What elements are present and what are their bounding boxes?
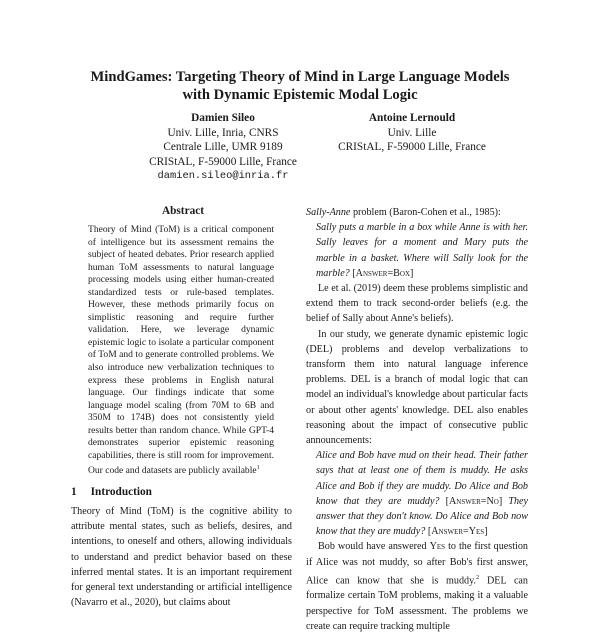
quote-text: Sally puts a marble in a box while Anne is with her. Sally leaves for a moment and Mary puts the marble in a basket. Where will Sally look for the marble?	[316, 222, 528, 279]
author-name: Antoine Lernould	[368, 112, 456, 124]
paragraph: In our study, we generate dynamic epistemic logic (DEL) problems and develop verbalizations to transform them into natural language inference problems. DEL is a branch of modal logic that can model an individual's knowledge about particular facts or about other agents' knowledge. DEL also enables reasoning about the impact of consecutive public announcements:	[306, 328, 528, 447]
footnote-marker[interactable]: 1	[256, 465, 260, 472]
author-affiliation: Univ. Lille, Inria, CNRS	[167, 126, 279, 139]
paragraph: Le et al. (2019) deem these problems simplistic and extend them to track second-order beliefs (e.g. the belief of Sally about Anne's beliefs).	[306, 283, 528, 325]
abstract-heading: Abstract	[161, 205, 205, 217]
section-heading-introduction	[71, 486, 291, 498]
section-title: Introduction	[90, 486, 152, 498]
abstract-body: Theory of Mind (ToM) is a critical component of intelligence but its assessment remains the subject of heated debates. Prior research applied human ToM assessments to natural language processing models using either human-created standardized tests or rule-based templates. However, these methods primarily focus on simplistic reasoning and require further validation. Here, we leverage dynamic epistemic logic to isolate a particular component of ToM and to generate controlled problems. We also introduce new verbalization techniques to express these problems in English natural language. Our findings indicate that some language model scaling (from 70M to 6B and 350M to 174B) does not consistently yield results better than random chance. While GPT-4 demonstrates superior epistemic reasoning capabilities, there is still room for improvement. Our code and datasets are publicly available	[88, 224, 274, 477]
author-block-1	[128, 111, 318, 184]
paragraph-text: DEL can formalize certain ToM problems, making it a valuable perspective for ToM assessment. The problems we create can require tracking multiple	[306, 575, 528, 632]
example-quote	[306, 448, 528, 539]
quote-text: They answer that they don't know. Do Alice and Bob now know that they are muddy?	[316, 495, 529, 538]
author-email[interactable]: damien.sileo@inria.fr	[157, 170, 289, 182]
paragraph	[306, 539, 528, 634]
paragraph	[306, 205, 528, 220]
paper-title	[60, 68, 540, 104]
answer-label: [Answer=Yes]	[427, 526, 488, 538]
paragraph-text: Bob would have answered	[318, 541, 430, 553]
paragraph-text: problem (Baron-Cohen et al., 1985):	[350, 207, 501, 218]
author-affiliation: Centrale Lille, UMR 9189	[163, 141, 283, 153]
yes-keyword: Yes	[429, 541, 446, 553]
author-affiliation: Univ. Lille	[387, 126, 437, 139]
section-number: 1	[71, 486, 77, 498]
abstract-text	[88, 224, 274, 478]
paragraph-text: to the first question if Alice was not muddy, so after Bob's first answer, Alice can know that she is muddy.	[306, 541, 528, 587]
problem-name: Sally-Anne	[306, 207, 351, 218]
author-block-2	[312, 111, 512, 155]
answer-label: [Answer=Box]	[352, 267, 414, 279]
example-quote	[306, 220, 528, 281]
author-affiliation: CRIStAL, F-59000 Lille, France	[149, 155, 297, 168]
author-name: Damien Sileo	[191, 112, 255, 124]
quote-text: Alice and Bob have mud on their head. Their father says that at least one of them is muddy. He asks Alice and Bob if they are muddy. Do Alice and Bob know that they are muddy?	[316, 450, 528, 507]
title-line-1: MindGames: Targeting Theory of Mind in Large Language Models	[90, 69, 510, 85]
title-line-2: with Dynamic Epistemic Modal Logic	[182, 87, 418, 103]
answer-label: [Answer=No]	[445, 495, 503, 507]
right-column	[306, 205, 528, 634]
author-affiliation: CRIStAL, F-59000 Lille, France	[338, 141, 486, 153]
footnote-marker[interactable]: 2	[476, 573, 480, 581]
introduction-text: Theory of Mind (ToM) is the cognitive ability to attribute mental states, such as beliefs, desires, and intentions, to oneself and others, allowing individuals to understand and predict behavior based on these inferred mental states. It is an important requirement for general text understanding or artificial intelligence (Navarro et al., 2020), but claims about	[71, 506, 292, 609]
